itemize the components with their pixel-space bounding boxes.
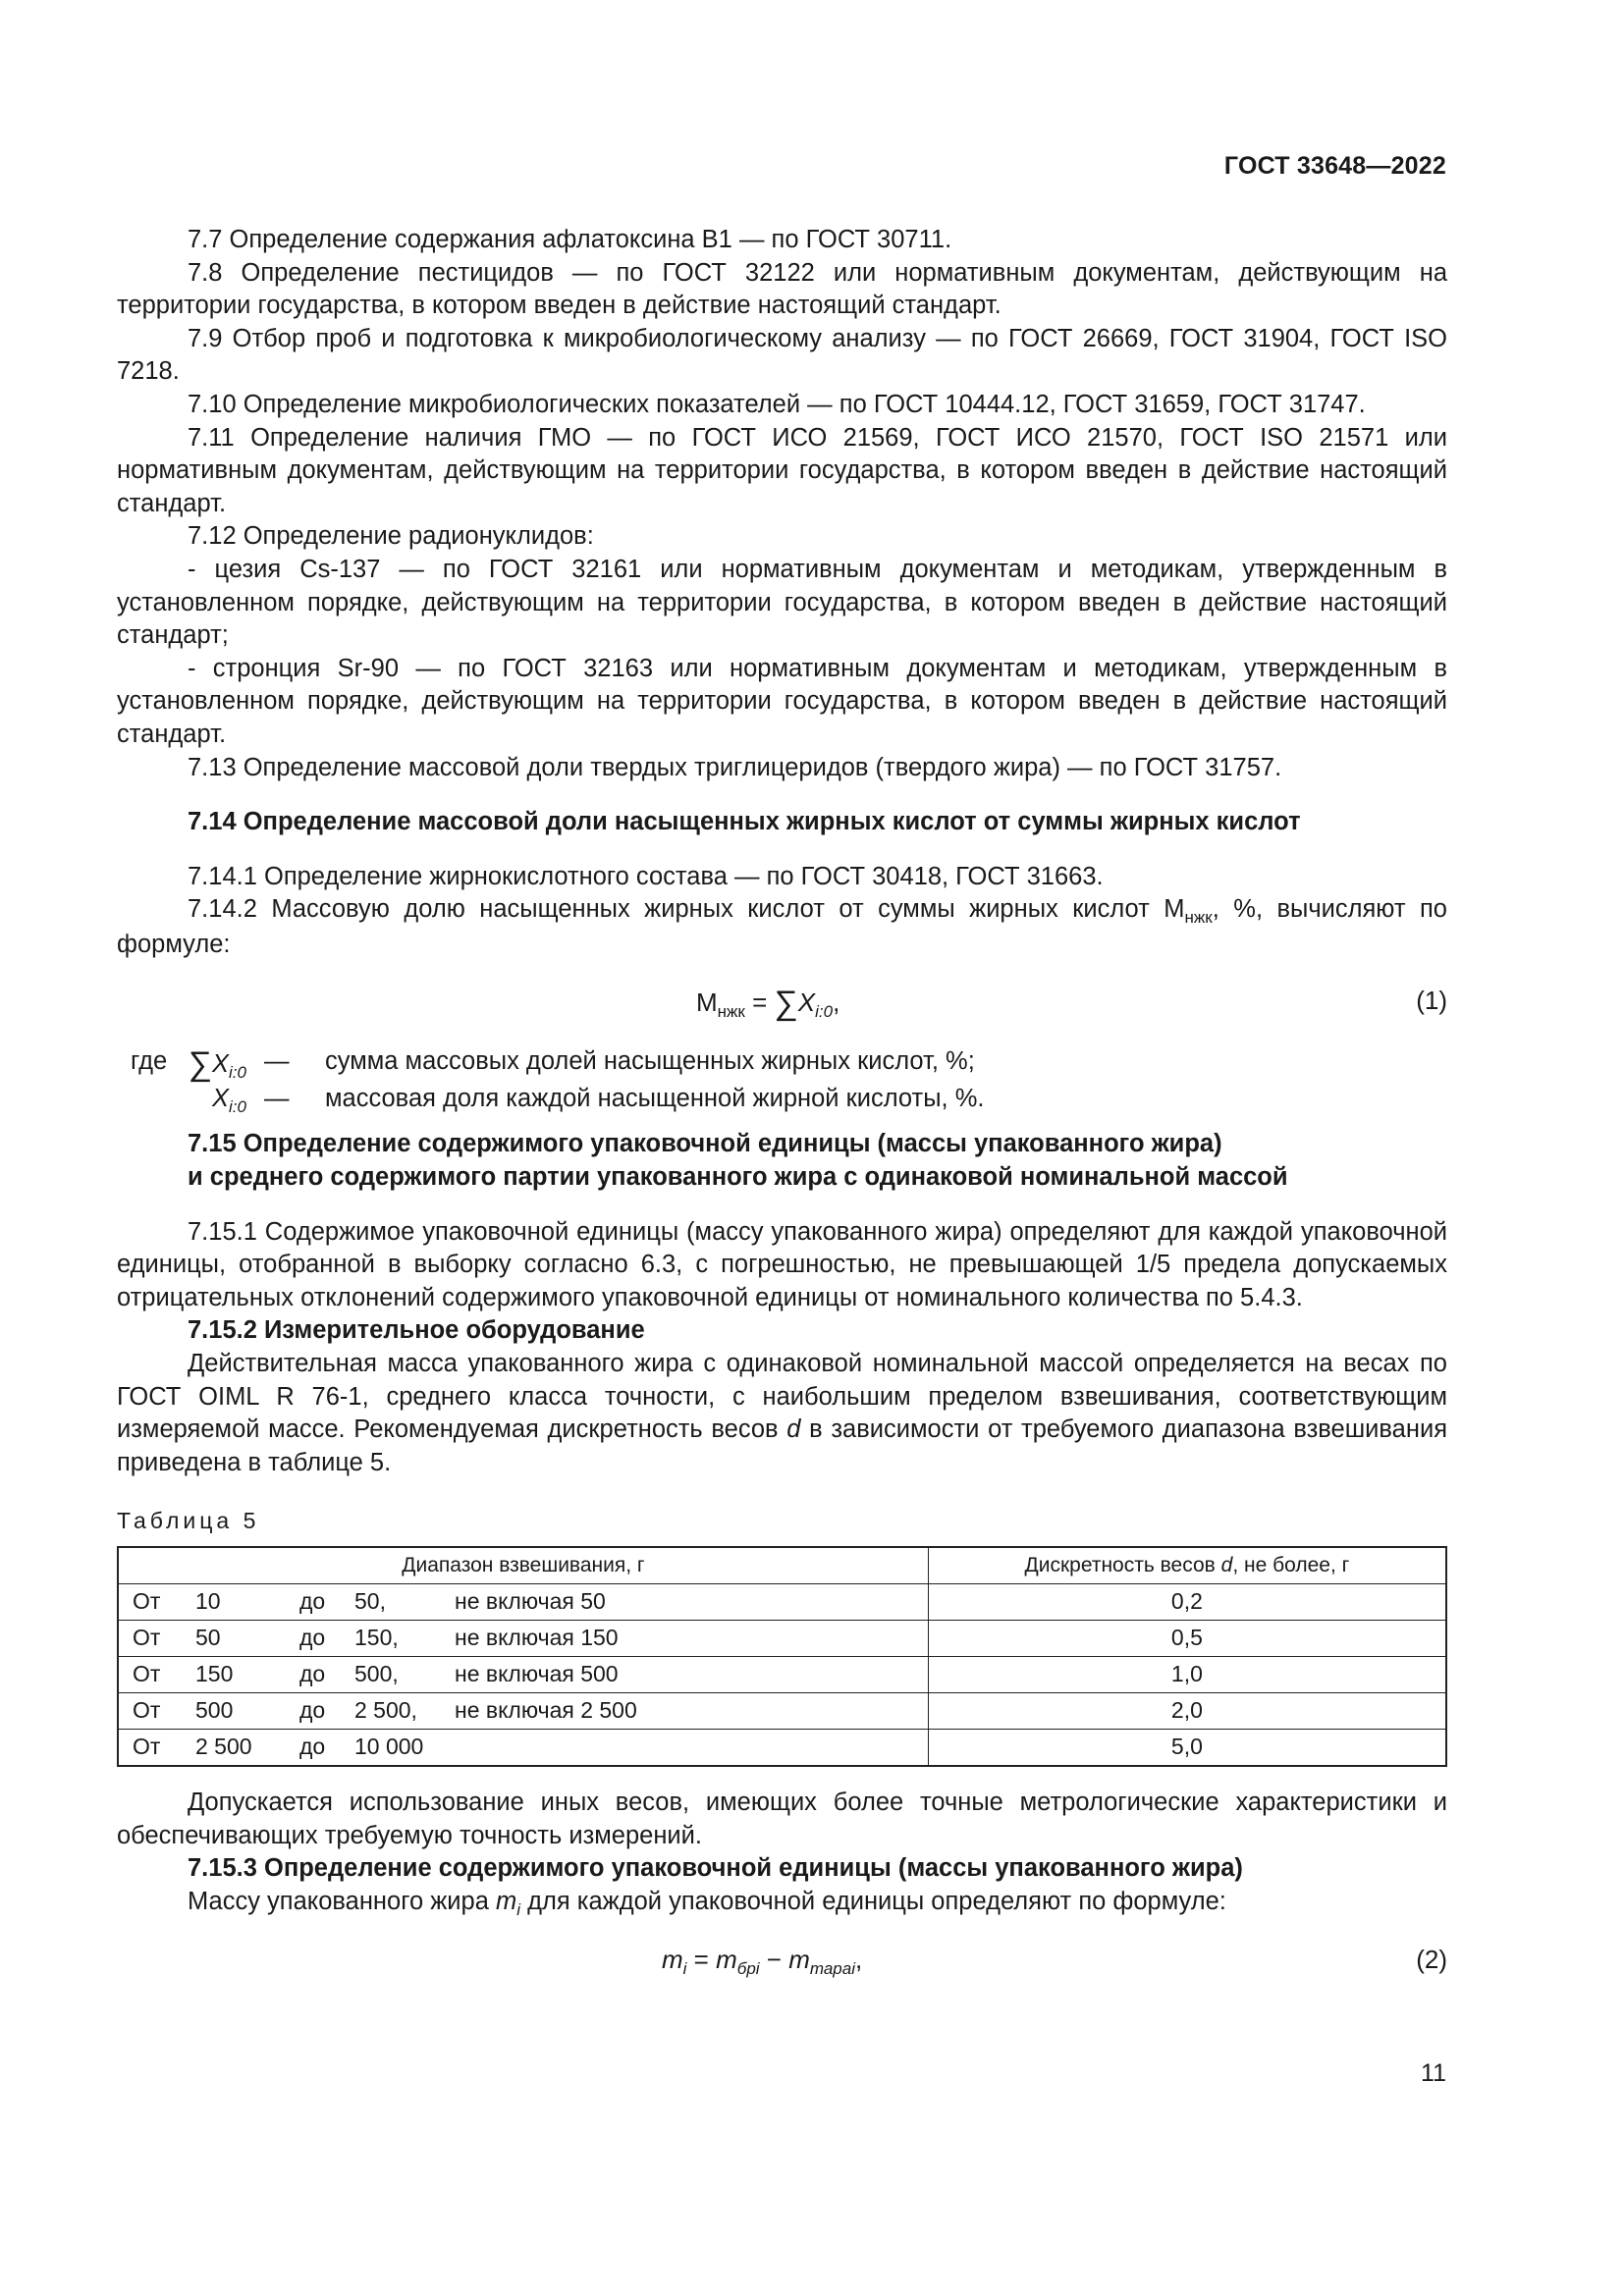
table-row xyxy=(118,1693,1446,1730)
range-a: 500 xyxy=(195,1697,234,1724)
range-from: От xyxy=(133,1661,161,1687)
table-5 xyxy=(117,1546,1447,1767)
heading-7-15-3: 7.15.3 Определение содержимого упаковочной единицы (массы упакованного жира) xyxy=(188,1854,1243,1883)
paragraph-7-9: 7.9 Отбор проб и подготовка к микробиологическому анализу — по ГОСТ 26669, ГОСТ 31904, ГОСТ ISO 7218. xyxy=(117,324,1447,386)
range-b: 150, xyxy=(354,1625,399,1651)
resolution-cell: 1,0 xyxy=(928,1657,1446,1693)
range-a: 50 xyxy=(195,1625,221,1651)
range-a: 2 500 xyxy=(195,1734,252,1760)
range-b: 500, xyxy=(354,1661,399,1687)
formula-1-legend xyxy=(117,1045,1447,1120)
paragraph-7-8: 7.8 Определение пестицидов — по ГОСТ 32122 или нормативным документам, действующим на территории государства, в котором введен в действие настоящий стандарт. xyxy=(117,258,1447,320)
formula-2-expression: $m_i = m_{брi} - m_{тараi}$, xyxy=(662,1945,863,1979)
paragraph-7-15-2: Действительная масса упакованного жира с одинаковой номинальной массой определяется на весах по ГОСТ OIML R 76-1, среднего класса точности, с наибольшим пределом взвешивания, соответствующим измеряемой массе. Рекомендуемая дискретность весов d в зависимости от требуемого диапазона взвешивания приведена в таблице 5. xyxy=(117,1350,1447,1476)
range-cell xyxy=(118,1657,928,1693)
range-cell xyxy=(118,1621,928,1657)
range-to: до xyxy=(299,1625,326,1651)
range-b: 50, xyxy=(354,1588,386,1615)
table-header-row xyxy=(118,1547,1446,1584)
range-cell xyxy=(118,1584,928,1621)
range-note: не включая 500 xyxy=(455,1661,619,1687)
resolution-cell: 0,5 xyxy=(928,1621,1446,1657)
range-a: 150 xyxy=(195,1661,234,1687)
range-note: не включая 50 xyxy=(455,1588,606,1615)
table-row xyxy=(118,1730,1446,1767)
paragraph-7-15-3: Массу упакованного жира $m_i$ для каждой упаковочной единицы определяют по формуле: xyxy=(188,1887,1226,1919)
paragraph-7-13: 7.13 Определение массовой доли твердых триглицеридов (твердого жира) — по ГОСТ 31757. xyxy=(188,753,1282,781)
range-b: 2 500, xyxy=(354,1697,417,1724)
range-from: От xyxy=(133,1734,161,1760)
paragraph-7-11: 7.11 Определение наличия ГМО — по ГОСТ ИСО 21569, ГОСТ ИСО 21570, ГОСТ ISO 21571 или нормативным документам, действующим на территории государства, в котором введен в действие настоящий стандарт. xyxy=(117,423,1447,517)
range-to: до xyxy=(299,1588,326,1615)
range-to: до xyxy=(299,1661,326,1687)
paragraph-7-14-2: 7.14.2 Массовую долю насыщенных жирных кислот от суммы жирных кислот $М_{нжк}$, %, вычисляют по формуле: xyxy=(117,895,1447,958)
paragraph-7-12: 7.12 Определение радионуклидов: xyxy=(188,522,594,551)
table-row xyxy=(118,1621,1446,1657)
paragraph-7-15-1: 7.15.1 Содержимое упаковочной единицы (массу упакованного жира) определяют для каждой упаковочной единицы, отобранной в выборку согласно 6.3, с погрешностью, не превышающей 1/5 предела допускаемых отрицательных отклонений содержимого упаковочной единицы от номинального количества по 5.4.3. xyxy=(117,1217,1447,1311)
range-note: не включая 2 500 xyxy=(455,1697,637,1724)
paragraph-7-7: 7.7 Определение содержания афлатоксина В1 — по ГОСТ 30711. xyxy=(188,226,952,253)
table-row xyxy=(118,1584,1446,1621)
formula-1-number: (1) xyxy=(1416,986,1447,1016)
paragraph-strontium: - стронция Sr-90 — по ГОСТ 32163 или нормативным документам и методикам, утвержденным в установленном порядке, действующим на территории государства, в котором введен в действие настоящий стандарт. xyxy=(117,654,1447,748)
document-header: ГОСТ 33648—2022 xyxy=(1223,152,1446,180)
legend-row: где $\sum X_{i:0}$ — сумма массовых долей насыщенных жирных кислот, %; xyxy=(131,1045,975,1084)
formula-2-number: (2) xyxy=(1416,1945,1447,1975)
resolution-cell: 0,2 xyxy=(928,1584,1446,1621)
range-from: От xyxy=(133,1697,161,1724)
heading-7-14: 7.14 Определение массовой доли насыщенных жирных кислот от суммы жирных кислот xyxy=(188,808,1301,836)
table-row xyxy=(118,1657,1446,1693)
column-header-resolution: Дискретность весов d, не более, г xyxy=(928,1547,1446,1584)
formula-2 xyxy=(117,1936,1447,1993)
range-from: От xyxy=(133,1625,161,1651)
resolution-cell: 5,0 xyxy=(928,1730,1446,1767)
range-a: 10 xyxy=(195,1588,221,1615)
resolution-cell: 2,0 xyxy=(928,1693,1446,1730)
range-from: От xyxy=(133,1588,161,1615)
paragraph-cesium: - цезия Cs-137 — по ГОСТ 32161 или нормативным документам и методикам, утвержденным в установленном порядке, действующим на территории государства, в котором введен в действие настоящий стандарт; xyxy=(117,555,1447,650)
column-header-range: Диапазон взвешивания, г xyxy=(118,1547,928,1584)
paragraph-7-10: 7.10 Определение микробиологических показателей — по ГОСТ 10444.12, ГОСТ 31659, ГОСТ 31747. xyxy=(188,390,1366,418)
range-to: до xyxy=(299,1697,326,1724)
formula-1 xyxy=(117,977,1447,1034)
range-b: 10 000 xyxy=(354,1734,424,1760)
range-note: не включая 150 xyxy=(455,1625,619,1651)
table-caption: Таблица 5 xyxy=(117,1508,260,1534)
legend-row: $X_{i:0}$ — массовая доля каждой насыщенной жирной кислоты, %. xyxy=(212,1085,985,1117)
page-number: 11 xyxy=(1421,2059,1446,2087)
heading-7-15-2: 7.15.2 Измерительное оборудование xyxy=(188,1316,645,1345)
paragraph-other-scales: Допускается использование иных весов, имеющих более точные метрологические характеристики и обеспечивающих требуемую точность измерений. xyxy=(117,1789,1447,1849)
range-cell xyxy=(118,1693,928,1730)
paragraph-7-14-1: 7.14.1 Определение жирнокислотного состава — по ГОСТ 30418, ГОСТ 31663. xyxy=(188,862,1104,890)
formula-1-expression: $М_{нжк} = \sum X_{i:0}$, xyxy=(696,985,840,1023)
range-to: до xyxy=(299,1734,326,1760)
range-cell xyxy=(118,1730,928,1767)
document-body xyxy=(117,224,1447,2004)
heading-7-15: 7.15 Определение содержимого упаковочной единицы (массы упакованного жира) и среднего содержимого партии упакованного жира с одинаковой номинальной массой xyxy=(188,1130,1288,1192)
